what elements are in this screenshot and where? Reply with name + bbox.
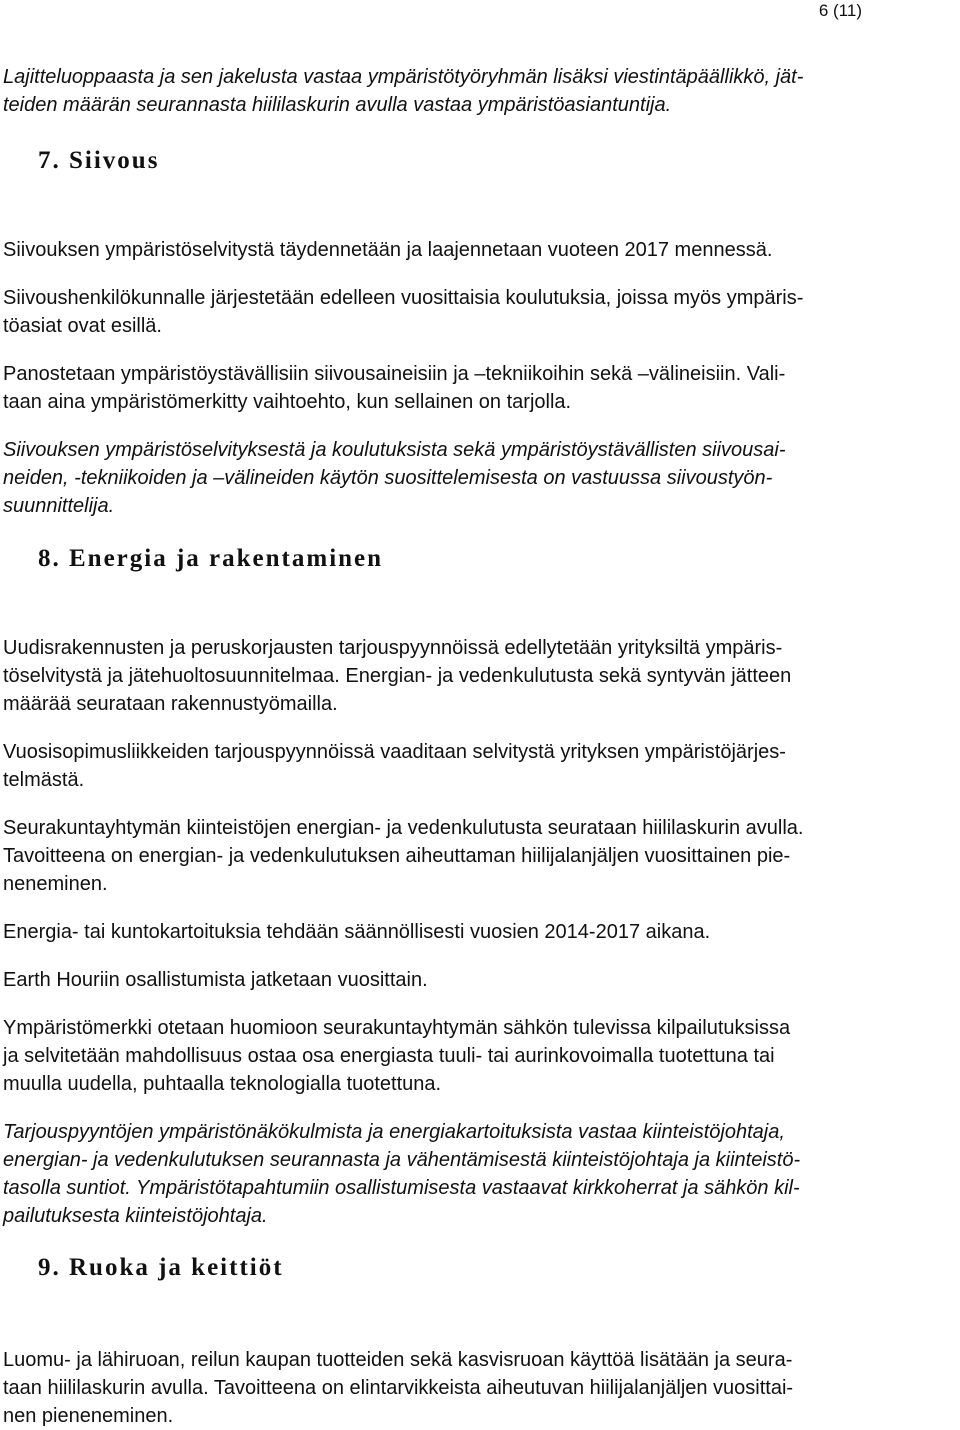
paragraph: Ympäristömerkki otetaan huomioon seurakuntayhtymän sähkön tulevissa kilpailutuksissa ja selvitetään mahdollisuus ostaa osa energiasta tuuli- tai aurinkovoimalla tuotettuna tai muulla uudella, puhtaalla teknologialla tuotettuna. xyxy=(3,1017,791,1095)
section-heading-energia: 8. Energia ja rakentaminen xyxy=(38,545,384,572)
paragraph: Seurakuntayhtymän kiinteistöjen energian- ja vedenkulutusta seurataan hiililaskurin avulla. Tavoitteena on energian- ja vedenkulutuksen aiheuttaman hiilijalanjäljen vuosittainen pie- neneminen. xyxy=(3,817,804,895)
section-heading-siivous: 7. Siivous xyxy=(38,147,160,174)
paragraph: Siivoushenkilökunnalle järjestetään edelleen vuosittaisia koulutuksia, joissa myös ympäris- töasiat ovat esillä. xyxy=(3,287,804,337)
paragraph: Uudisrakennusten ja peruskorjausten tarjouspyynnöissä edellytetään yrityksiltä ympäris- töselvitystä ja jätehuoltosuunnitelmaa. Energian- ja vedenkulutusta sekä syntyvän jätteen määrää seurataan rakennustyömailla. xyxy=(3,637,792,715)
paragraph: Vuosisopimusliikkeiden tarjouspyynnöissä vaaditaan selvitystä yrityksen ympäristöjärjes- telmästä. xyxy=(3,741,786,791)
section-heading-ruoka: 9. Ruoka ja keittiöt xyxy=(38,1254,284,1281)
paragraph: Energia- tai kuntokartoituksia tehdään säännöllisesti vuosien 2014-2017 aikana. xyxy=(3,921,711,943)
paragraph: Siivouksen ympäristöselvityksestä ja koulutuksista sekä ympäristöystävällisten siivousai- neiden, -tekniikoiden ja –välineiden käytön suosittelemisesta on vastuussa siivoustyön- suunnittelija. xyxy=(3,439,786,517)
page-number: 6 (11) xyxy=(818,1,862,20)
paragraph: Luomu- ja lähiruoan, reilun kaupan tuotteiden sekä kasvisruoan käyttöä lisätään ja seura- taan hiililaskurin avulla. Tavoitteena on elintarvikkeista aiheutuvan hiilijalanjäljen vuosittai- nen pieneneminen. xyxy=(3,1349,794,1427)
paragraph: Panostetaan ympäristöystävällisiin siivousaineisiin ja –tekniikoihin sekä –välineisiin. Vali- taan aina ympäristömerkitty vaihtoehto, kun sellainen on tarjolla. xyxy=(3,363,786,413)
paragraph: Earth Houriin osallistumista jatketaan vuosittain. xyxy=(3,969,428,991)
intro-paragraph: Lajitteluoppaasta ja sen jakelusta vastaa ympäristötyöryhmän lisäksi viestintäpäällikkö, jät- teiden määrän seurannasta hiililaskurin avulla vastaa ympäristöasiantuntija. xyxy=(3,66,804,116)
paragraph: Tarjouspyyntöjen ympäristönäkökulmista ja energiakartoituksista vastaa kiinteistöjohtaja, energian- ja vedenkulutuksen seurannasta ja vähentämisestä kiinteistöjohtaja ja kiinteistö- tasolla suntiot. Ympäristötapahtumiin osallistumisesta vastaavat kirkkoherrat ja sähkön kil- pailutuksesta kiinteistöjohtaja. xyxy=(3,1121,801,1227)
paragraph: Siivouksen ympäristöselvitystä täydennetään ja laajennetaan vuoteen 2017 mennessä. xyxy=(3,239,773,261)
